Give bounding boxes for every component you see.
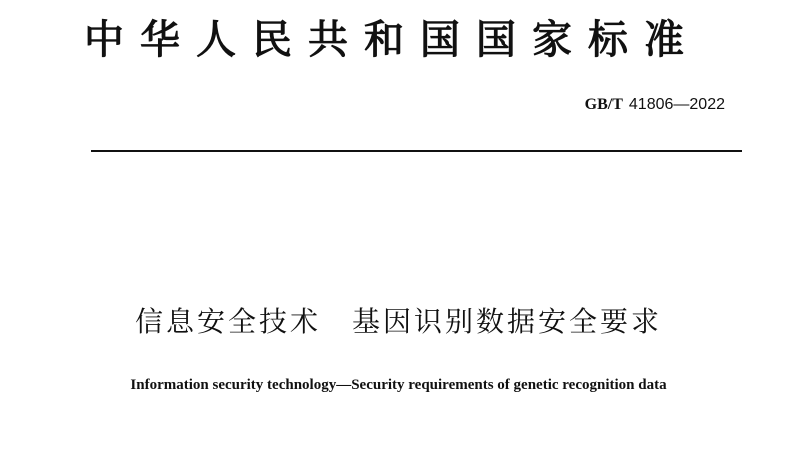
standard-prefix: GB/T [584, 96, 623, 113]
national-standard-header: 中华人民共和国国家标准 [84, 16, 700, 63]
standard-number [585, 94, 725, 116]
english-title: Information security technology—Security requirements of genetic recognition data [130, 377, 667, 393]
standard-code: 41806—2022 [628, 96, 725, 113]
header-divider [91, 150, 742, 152]
chinese-title: 信息安全技术 基因识别数据安全要求 [134, 305, 662, 338]
